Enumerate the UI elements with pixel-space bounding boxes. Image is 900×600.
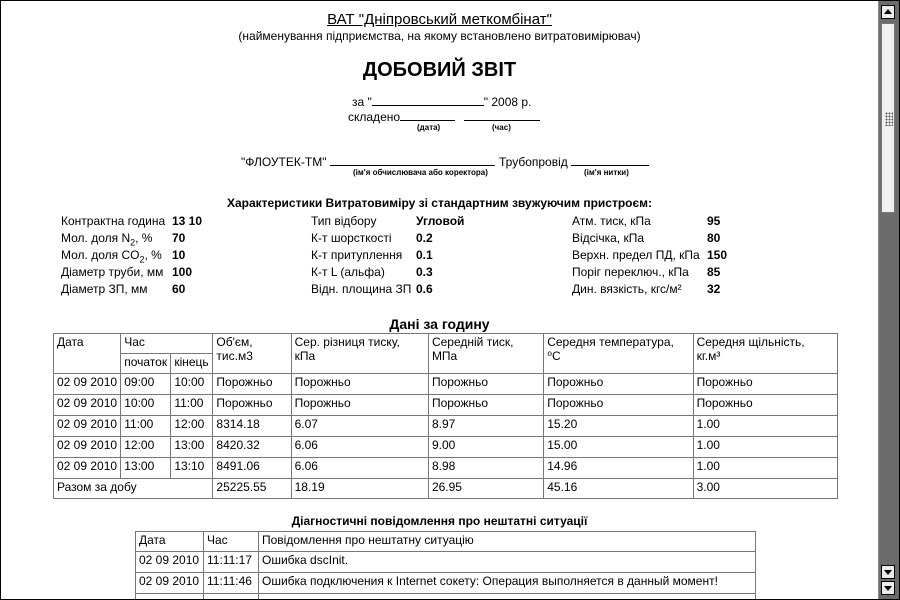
scroll-down-arrow-icon[interactable]	[881, 565, 895, 579]
char-label: Мол. доля $CO_2$, %	[61, 248, 162, 265]
table-cell: 8.98	[428, 458, 543, 479]
header-temperature: Середня температура, ⁰С	[544, 334, 693, 374]
hourly-total-row	[54, 479, 838, 499]
composed-label: складено	[348, 110, 401, 124]
time-caption: (час)	[492, 123, 511, 132]
char-value: 100	[172, 265, 193, 279]
char-value: 95	[707, 214, 721, 228]
table-cell: 13:00	[171, 437, 213, 458]
table-cell: 11:11:46	[204, 573, 259, 594]
table-cell: 6.07	[291, 416, 428, 437]
table-cell: 1.00	[693, 416, 837, 437]
table-cell: Порожньо	[291, 374, 428, 395]
table-cell: Порожньо	[213, 395, 291, 416]
total-label: Разом за добу	[54, 479, 213, 499]
char-value: 0.6	[416, 282, 433, 296]
char-value: 10	[172, 248, 186, 262]
report-title: ДОБОВИЙ ЗВІТ	[362, 59, 517, 81]
table-cell: Ошибка dscInit.	[259, 552, 756, 573]
table-cell: 02 09 2010	[54, 437, 121, 458]
table-cell: 02 09 2010	[54, 416, 121, 437]
table-cell: 15.00	[544, 437, 693, 458]
total-density: 3.00	[693, 479, 837, 499]
header-diff-pressure: Сер. різниця тиску, кПа	[291, 334, 428, 374]
hourly-body	[54, 374, 838, 479]
table-row	[54, 374, 838, 395]
header-end: кінець	[171, 354, 213, 374]
char-label: Верхн. предел ПД, кПа	[572, 248, 700, 262]
diagnostics-body	[136, 552, 756, 594]
char-value: 0.3	[416, 265, 433, 279]
table-cell: Порожньо	[693, 395, 837, 416]
table-cell: 1.00	[693, 437, 837, 458]
table-cell: 13:00	[121, 458, 171, 479]
pipeline-blank[interactable]	[571, 153, 649, 166]
table-cell: Порожньо	[291, 395, 428, 416]
table-cell: 15.20	[544, 416, 693, 437]
diag-header-message: Повідомлення про нештатну ситуацію	[259, 532, 756, 552]
table-row	[54, 437, 838, 458]
pipeline-label: Трубопровід	[499, 155, 568, 169]
table-cell: 02 09 2010	[136, 573, 204, 594]
char-value: Угловой	[416, 214, 465, 228]
composed-time-blank[interactable]	[464, 108, 540, 121]
report-date-line	[352, 93, 531, 109]
table-row	[136, 573, 756, 594]
total-diff-pressure: 18.19	[291, 479, 428, 499]
table-cell: 12:00	[121, 437, 171, 458]
hourly-header-row	[54, 334, 838, 354]
table-cell: 8314.18	[213, 416, 291, 437]
char-value: 13 10	[172, 214, 203, 228]
table-cell: 6.06	[291, 437, 428, 458]
pipeline-caption: (ім'я нитки)	[584, 168, 629, 177]
char-label: Тип відбору	[311, 214, 377, 228]
company-name: ВАТ "Дніпровський меткомбінат"	[327, 11, 552, 28]
table-cell: 02 09 2010	[54, 458, 121, 479]
char-value: 70	[172, 231, 186, 245]
total-pressure: 26.95	[428, 479, 543, 499]
table-cell: Порожньо	[213, 374, 291, 395]
char-label: Мол. доля $N_2$, %	[61, 231, 153, 248]
char-label: К-т шорсткості	[311, 231, 392, 245]
table-cell: Порожньо	[544, 374, 693, 395]
char-label: К-т притуплення	[311, 248, 403, 262]
pipeline-line	[499, 153, 649, 169]
table-cell: 8491.06	[213, 458, 291, 479]
char-label: Відсічка, кПа	[572, 231, 644, 245]
table-cell: 11:11:17	[204, 552, 259, 573]
total-volume: 25225.55	[213, 479, 291, 499]
char-label: Контрактна година	[61, 214, 166, 228]
grip-icon	[885, 112, 893, 126]
table-cell: 02 09 2010	[54, 374, 121, 395]
char-label: Поріг переключ., кПа	[572, 265, 689, 279]
header-start: початок	[121, 354, 171, 374]
table-cell: 09:00	[121, 374, 171, 395]
diagnostics-heading: Діагностичні повідомлення про нештатні ситуації	[291, 514, 588, 528]
header-density: Середня щільність, кг.м³	[693, 334, 837, 374]
char-label: Відн. площина ЗП	[311, 282, 412, 296]
table-cell: 6.06	[291, 458, 428, 479]
scroll-up-arrow-icon[interactable]	[881, 5, 895, 19]
composed-line	[348, 108, 455, 124]
table-cell: Ошибка подключения к Internet сокету: Операция выполняется в данный момент!	[259, 573, 756, 594]
table-cell: 8.97	[428, 416, 543, 437]
table-cell: Порожньо	[693, 374, 837, 395]
for-prefix: за "	[352, 95, 372, 109]
char-label: К-т L (альфа)	[311, 265, 385, 279]
scroll-page-down-icon[interactable]	[881, 581, 895, 595]
table-cell: 9.00	[428, 437, 543, 458]
table-cell: 10:00	[171, 374, 213, 395]
char-label: Діаметр труби, мм	[61, 265, 164, 279]
header-date: Дата	[54, 334, 121, 374]
char-value: 85	[707, 265, 721, 279]
header-pressure: Середній тиск, МПа	[428, 334, 543, 374]
diagnostics-header-row	[136, 532, 756, 552]
table-cell: Порожньо	[544, 395, 693, 416]
vertical-scrollbar[interactable]	[878, 1, 899, 599]
device-blank[interactable]	[330, 153, 495, 166]
table-cell: 11:00	[171, 395, 213, 416]
char-value: 80	[707, 231, 721, 245]
composed-date-blank[interactable]	[400, 108, 455, 121]
table-cell: 11:00	[121, 416, 171, 437]
char-value: 60	[172, 282, 186, 296]
report-document	[1, 1, 878, 599]
char-label: Дин. вязкість, кгс/м²	[572, 282, 682, 296]
table-cell: Порожньо	[428, 374, 543, 395]
table-cell: 12:00	[171, 416, 213, 437]
table-cell: 13:10	[171, 458, 213, 479]
total-temperature: 45.16	[544, 479, 693, 499]
for-suffix: " 2008 р.	[483, 95, 532, 109]
header-time: Час	[121, 334, 213, 354]
diag-header-time: Час	[204, 532, 259, 552]
table-cell: 02 09 2010	[136, 552, 204, 573]
char-label: Діаметр ЗП, мм	[61, 282, 148, 296]
diag-header-date: Дата	[136, 532, 204, 552]
date-blank[interactable]	[372, 93, 484, 106]
table-cell: Порожньо	[428, 395, 543, 416]
diagnostics-table	[135, 531, 756, 599]
char-value: 32	[707, 282, 721, 296]
device-line	[241, 153, 495, 169]
table-cell: 10:00	[121, 395, 171, 416]
hourly-table	[53, 333, 838, 499]
device-label: "ФЛОУТЕК-ТМ"	[241, 155, 327, 169]
date-caption: (дата)	[417, 123, 441, 132]
characteristics-heading: Характеристики Витратовиміру зі стандартним звужуючим пристроєм:	[226, 196, 653, 210]
device-caption: (ім'я обчислювача або коректора)	[353, 168, 488, 177]
table-cell: 1.00	[693, 458, 837, 479]
table-cell: 8420.32	[213, 437, 291, 458]
table-cell: 14.96	[544, 458, 693, 479]
table-row	[54, 458, 838, 479]
table-row	[136, 552, 756, 573]
scrollbar-thumb[interactable]	[881, 23, 895, 213]
header-volume: Об'єм, тис.м3	[213, 334, 291, 374]
table-row	[54, 395, 838, 416]
hourly-heading: Дані за годину	[389, 316, 490, 332]
char-label: Атм. тиск, кПа	[572, 214, 651, 228]
char-value: 150	[707, 248, 728, 262]
company-caption: (найменування підприємства, на якому встановлено витратовимірювач)	[238, 29, 641, 43]
char-value: 0.2	[416, 231, 433, 245]
diagnostics-empty-row	[136, 594, 756, 600]
char-value: 0.1	[416, 248, 433, 262]
table-cell: 02 09 2010	[54, 395, 121, 416]
table-row	[54, 416, 838, 437]
